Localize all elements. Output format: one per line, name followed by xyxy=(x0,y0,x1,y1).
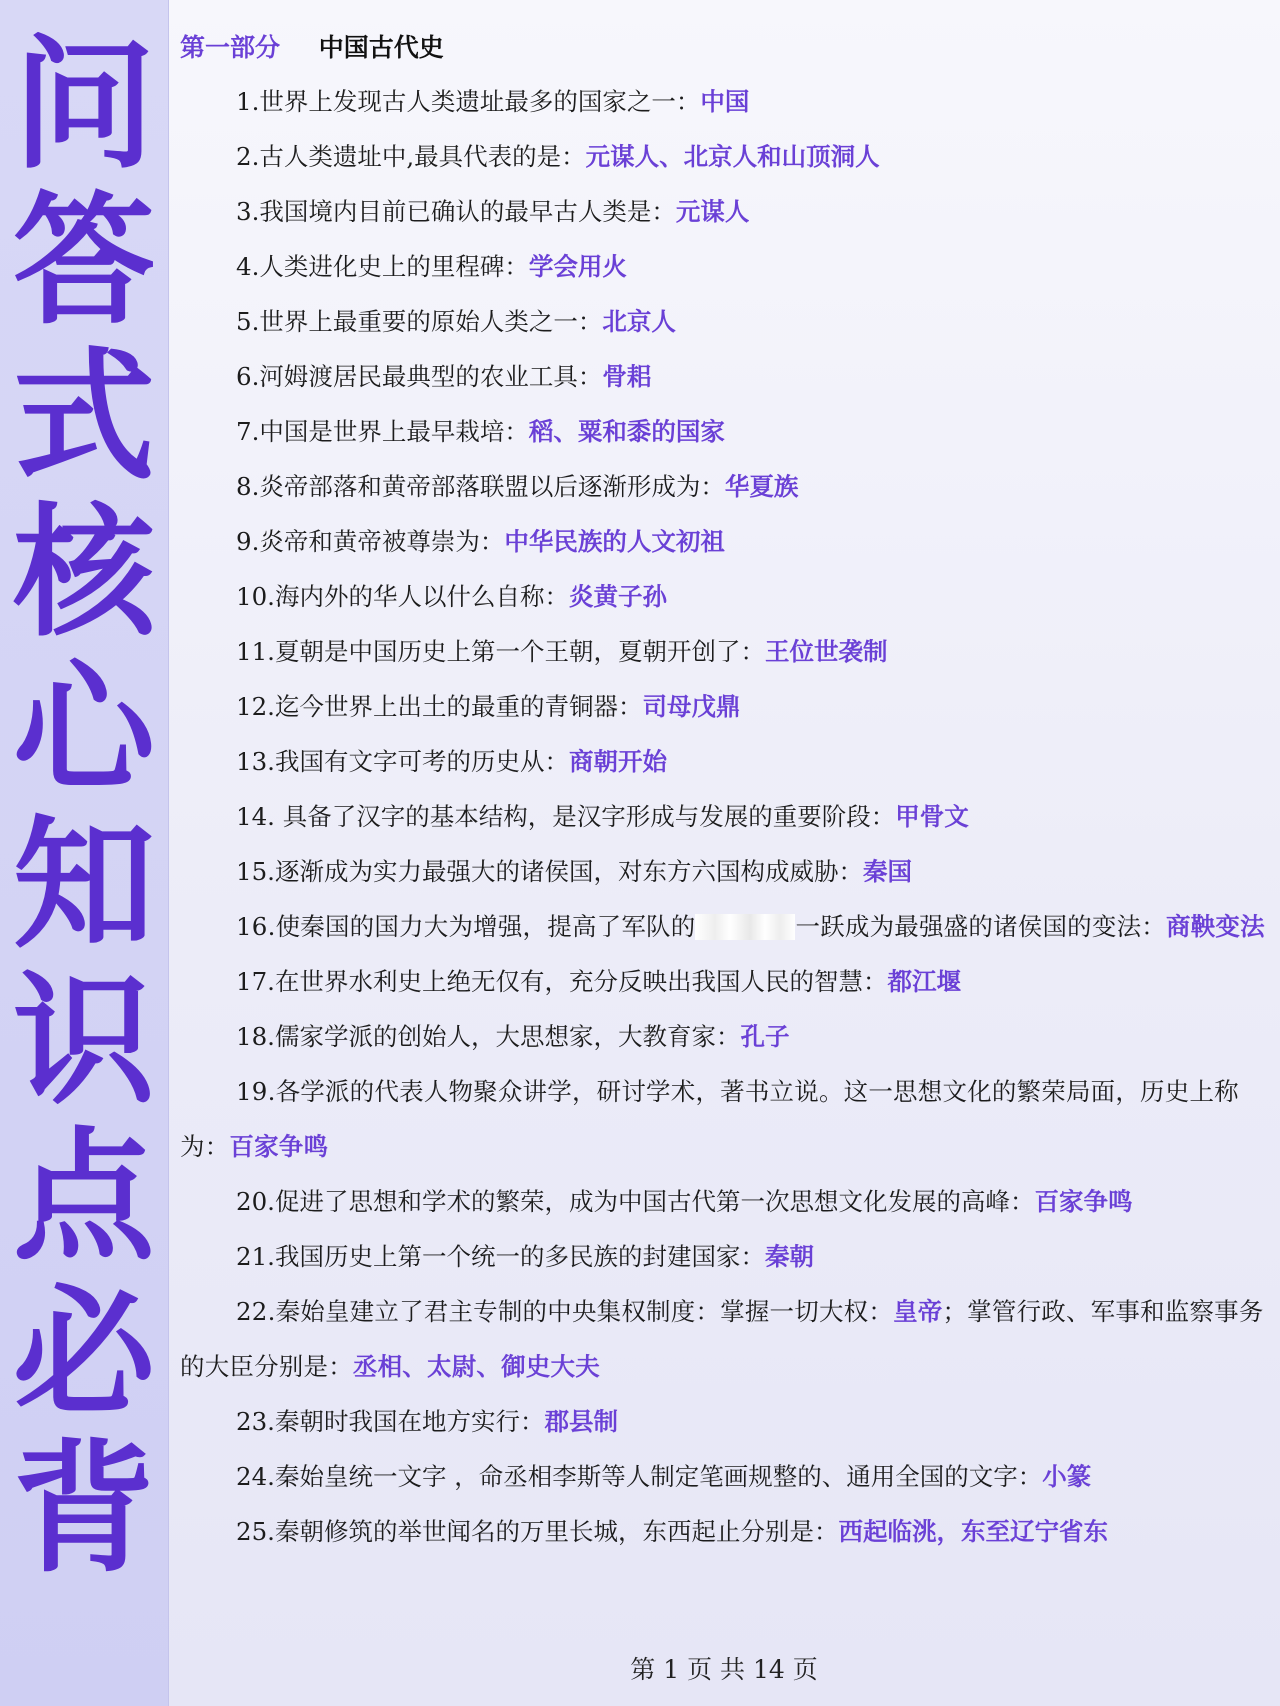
answer-text: 孔子 xyxy=(740,1022,790,1051)
question-item xyxy=(180,624,1266,679)
answer-text: 百家争鸣 xyxy=(229,1132,329,1161)
question-text: 22.秦始皇建立了君主专制的中央集权制度：掌握一切大权： xyxy=(236,1297,894,1326)
question-text: 24.秦始皇统一文字 ，命丞相李斯等人制定笔画规整的、通用全国的文字： xyxy=(236,1462,1043,1491)
answer-text: 王位世袭制 xyxy=(764,637,888,666)
question-item xyxy=(180,899,1266,954)
question-text: 8.炎帝部落和黄帝部落联盟以后逐渐形成为： xyxy=(236,472,725,501)
question-item xyxy=(180,1174,1266,1229)
question-text: 14. 具备了汉字的基本结构，是汉字形成与发展的重要阶段： xyxy=(236,802,896,831)
question-item xyxy=(180,789,1266,844)
question-text: 25.秦朝修筑的举世闻名的万里长城，东西起止分别是： xyxy=(236,1517,839,1546)
question-text: 23.秦朝时我国在地方实行： xyxy=(236,1407,545,1436)
title-char: 知 xyxy=(13,803,155,968)
question-item xyxy=(180,294,1266,349)
section-part: 第一部分 xyxy=(180,33,281,62)
question-item xyxy=(180,404,1266,459)
question-text-continued: 一跃成为最强盛的诸侯国的变法： xyxy=(795,912,1166,941)
question-text: 7.中国是世界上最早栽培： xyxy=(236,417,529,446)
answer-text: 甲骨文 xyxy=(895,802,969,831)
question-text: 11.夏朝是中国历史上第一个王朝，夏朝开创了： xyxy=(236,637,765,666)
question-item xyxy=(180,734,1266,789)
answer-text: 学会用火 xyxy=(528,252,627,281)
answer-text: 丞相、太尉、御史大夫 xyxy=(352,1352,600,1381)
question-item xyxy=(180,844,1266,899)
question-text: 13.我国有文字可考的历史从： xyxy=(236,747,569,776)
question-text: 20.促进了思想和学术的繁荣，成为中国古代第一次思想文化发展的高峰： xyxy=(236,1187,1035,1216)
answer-text: 商鞅变法 xyxy=(1165,912,1265,941)
question-item xyxy=(180,1394,1266,1449)
question-text: 6.河姆渡居民最典型的农业工具： xyxy=(236,362,603,391)
question-text: 21.我国历史上第一个统一的多民族的封建国家： xyxy=(236,1242,765,1271)
answer-text: 骨耜 xyxy=(602,362,652,391)
title-char: 核 xyxy=(13,491,155,656)
question-item xyxy=(180,569,1266,624)
page-number: 第 1 页 共 14 页 xyxy=(630,1655,818,1684)
title-char: 背 xyxy=(13,1427,155,1592)
question-item xyxy=(180,1229,1266,1284)
title-char: 答 xyxy=(13,179,155,344)
question-text: 5.世界上最重要的原始人类之一： xyxy=(236,307,603,336)
answer-text: 华夏族 xyxy=(724,472,799,501)
question-item xyxy=(180,129,1266,184)
section-heading xyxy=(180,22,1266,74)
question-item xyxy=(180,1504,1266,1559)
blurred-text xyxy=(695,914,795,940)
question-item xyxy=(180,239,1266,294)
question-text: 2.古人类遗址中,最具代表的是： xyxy=(236,142,586,171)
question-text-continued: ；掌管行政、军事和监察事务的大臣分别是： xyxy=(180,1297,1264,1381)
title-char: 式 xyxy=(13,335,155,500)
title-char: 心 xyxy=(13,647,155,812)
answer-text: 皇帝 xyxy=(893,1297,943,1326)
question-text: 3.我国境内目前已确认的最早古人类是： xyxy=(236,197,676,226)
answer-text: 西起临洮，东至辽宁省东 xyxy=(838,1517,1108,1546)
question-item xyxy=(180,1449,1266,1504)
answer-text: 秦国 xyxy=(862,857,912,886)
vertical-title xyxy=(0,23,168,1592)
question-text: 15.逐渐成为实力最强大的诸侯国，对东方六国构成威胁： xyxy=(236,857,863,886)
question-text: 9.炎帝和黄帝被尊崇为： xyxy=(236,527,505,556)
question-item xyxy=(180,349,1266,404)
question-item xyxy=(180,514,1266,569)
question-text: 17.在世界水利史上绝无仅有，充分反映出我国人民的智慧： xyxy=(236,967,888,996)
title-char: 识 xyxy=(13,959,155,1124)
sidebar xyxy=(0,0,169,1706)
title-char: 问 xyxy=(13,23,155,188)
answer-text: 郡县制 xyxy=(544,1407,618,1436)
question-item xyxy=(180,184,1266,239)
section-era: 中国古代史 xyxy=(318,33,444,62)
answer-text: 秦朝 xyxy=(764,1242,814,1271)
question-text: 16.使秦国的国力大为增强，提高了军队的 xyxy=(236,912,696,941)
question-item xyxy=(180,1284,1266,1394)
question-text: 19.各学派的代表人物聚众讲学，研讨学术，著书立说。这一思想文化的繁荣局面，历史上称为： xyxy=(180,1077,1239,1161)
answer-text: 商朝开始 xyxy=(568,747,667,776)
question-item xyxy=(180,1064,1266,1174)
title-char: 点 xyxy=(13,1115,155,1280)
answer-text: 北京人 xyxy=(602,307,676,336)
question-item xyxy=(180,954,1266,1009)
question-text: 4.人类进化史上的里程碑： xyxy=(236,252,529,281)
question-item xyxy=(180,459,1266,514)
answer-text: 司母戊鼎 xyxy=(642,692,741,721)
answer-text: 稻、粟和黍的国家 xyxy=(528,417,725,446)
question-item xyxy=(180,74,1266,129)
question-text: 18.儒家学派的创始人，大思想家，大教育家： xyxy=(236,1022,741,1051)
answer-text: 炎黄子孙 xyxy=(568,582,667,611)
answer-text: 元谋人 xyxy=(675,197,750,226)
question-list xyxy=(180,22,1266,1559)
answer-text: 中华民族的人文初祖 xyxy=(504,527,725,556)
answer-text: 元谋人、北京人和山顶洞人 xyxy=(585,142,880,171)
answer-text: 都江堰 xyxy=(887,967,961,996)
answer-text: 百家争鸣 xyxy=(1034,1187,1133,1216)
question-text: 10.海内外的华人以什么自称： xyxy=(236,582,569,611)
question-item xyxy=(180,1009,1266,1064)
answer-text: 小篆 xyxy=(1042,1462,1092,1491)
title-char: 必 xyxy=(13,1271,155,1436)
question-text: 12.迄今世界上出土的最重的青铜器： xyxy=(236,692,643,721)
answer-text: 中国 xyxy=(700,87,750,116)
question-text: 1.世界上发现古人类遗址最多的国家之一： xyxy=(236,87,701,116)
question-item xyxy=(180,679,1266,734)
